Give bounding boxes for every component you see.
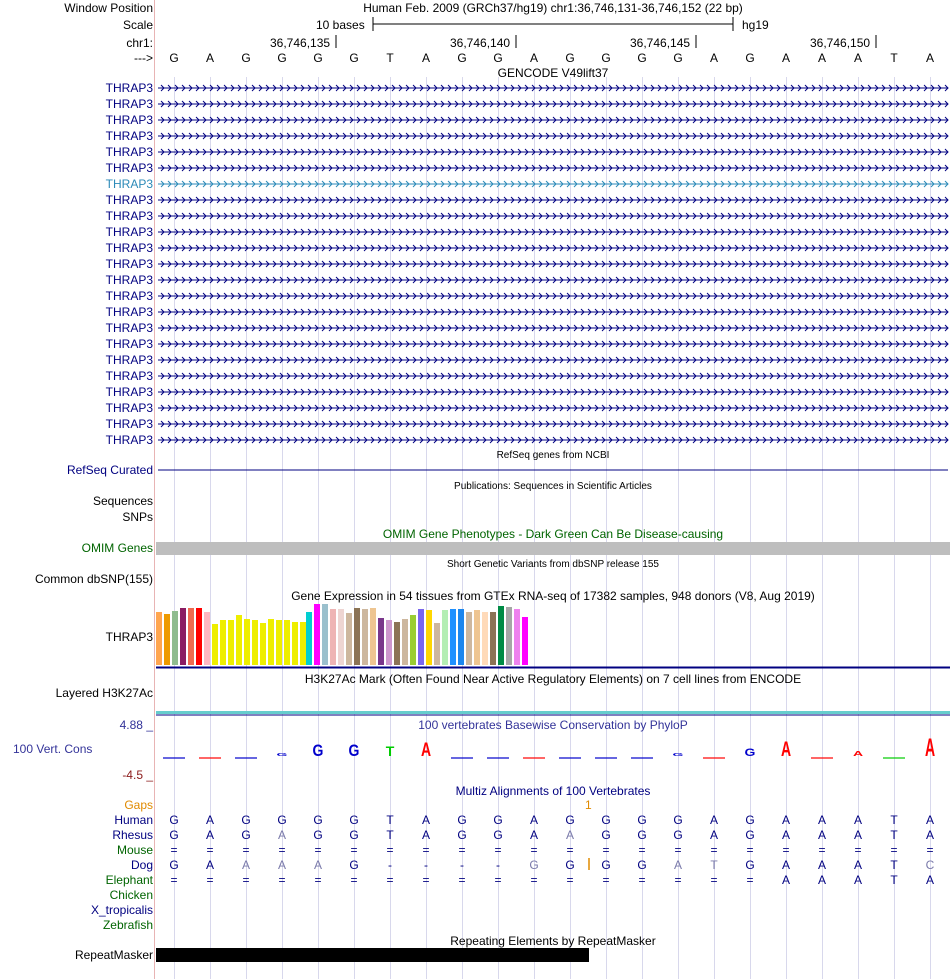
ruler-position-4: 36,746,150 — [810, 36, 871, 50]
gtex-tissue-bar — [220, 620, 226, 665]
aligned-base: G — [565, 858, 575, 872]
gtex-tissue-bar — [188, 608, 194, 665]
species-label[interactable]: Chicken — [109, 888, 153, 902]
aligned-base: T — [890, 828, 898, 842]
sequences-track-label[interactable]: Sequences — [92, 494, 153, 508]
omim-bar — [156, 542, 950, 555]
aligned-base: A — [205, 858, 214, 872]
species-label[interactable]: Zebrafish — [102, 918, 153, 932]
aligned-base: = — [638, 843, 646, 857]
aligned-base: = — [386, 873, 394, 887]
h3k27ac-track-title: H3K27Ac Mark (Often Found Near Active Regulatory Elements) on 7 cell lines from ENCODE — [304, 672, 802, 686]
gtex-tissue-bar — [172, 611, 178, 665]
aligned-base: = — [530, 843, 538, 857]
species-label[interactable]: Mouse — [116, 843, 153, 857]
aligned-base: G — [745, 813, 755, 827]
publications-track-title: Publications: Sequences in Scientific Articles — [454, 481, 652, 492]
ruler-position-2: 36,746,140 — [450, 36, 511, 50]
gaps-label: Gaps — [124, 798, 153, 812]
aligned-base: T — [710, 858, 718, 872]
repeatmasker-element — [156, 948, 589, 962]
aligned-base: = — [386, 843, 394, 857]
gtex-tissue-bar — [386, 620, 392, 665]
aligned-base: A — [853, 813, 862, 827]
aligned-base: A — [421, 828, 430, 842]
phylop-base-letter: G — [312, 741, 324, 761]
gencode-transcript-label[interactable]: THRAP3 — [105, 321, 153, 335]
species-label[interactable]: Dog — [130, 858, 153, 872]
gencode-transcript-label[interactable]: THRAP3 — [105, 241, 153, 255]
gencode-transcript-label[interactable]: THRAP3 — [105, 81, 153, 95]
ruler-position-3: 36,746,145 — [630, 36, 691, 50]
aligned-base: A — [781, 813, 790, 827]
sequence-base: A — [853, 51, 862, 65]
sequence-base: G — [637, 51, 647, 65]
aligned-base: = — [422, 873, 430, 887]
aligned-base: = — [926, 843, 934, 857]
gtex-tissue-bar — [442, 610, 448, 665]
gencode-transcript-label[interactable]: THRAP3 — [105, 401, 153, 415]
aligned-base: = — [170, 843, 178, 857]
gencode-transcript-label[interactable]: THRAP3 — [105, 417, 153, 431]
aligned-base: G — [493, 813, 503, 827]
sequence-base: A — [817, 51, 826, 65]
gtex-gene-label[interactable]: THRAP3 — [105, 630, 153, 644]
aligned-base: = — [890, 843, 898, 857]
aligned-base: G — [493, 828, 503, 842]
sequence-base: A — [529, 51, 538, 65]
aligned-base: G — [313, 828, 323, 842]
aligned-base: A — [205, 813, 214, 827]
gtex-tissue-bar — [228, 620, 234, 665]
aligned-base: = — [710, 873, 718, 887]
gtex-tissue-bar — [354, 608, 360, 665]
aligned-base: = — [566, 843, 574, 857]
gtex-tissue-bar — [506, 607, 512, 665]
window-position-label: Window Position — [64, 1, 153, 15]
phylop-track-title: 100 vertebrates Basewise Conservation by PhyloP — [418, 718, 688, 732]
repeatmasker-track-label[interactable]: RepeatMasker — [74, 948, 153, 962]
aligned-base: = — [170, 873, 178, 887]
species-label[interactable]: Elephant — [105, 873, 153, 887]
sequence-base: G — [313, 51, 323, 65]
sequence-base: T — [386, 51, 394, 65]
gencode-transcript-label[interactable]: THRAP3 — [105, 257, 153, 271]
aligned-base: - — [424, 858, 428, 872]
gtex-track-title: Gene Expression in 54 tissues from GTEx RNA-seq of 17382 samples, 948 donors (V8, Aug 2019) — [291, 589, 815, 603]
gtex-tissue-bar — [244, 619, 250, 665]
aligned-base: = — [350, 873, 358, 887]
aligned-base: G — [457, 828, 467, 842]
h3k27ac-track-label[interactable]: Layered H3K27Ac — [55, 686, 153, 700]
gtex-tissue-bar — [338, 609, 344, 665]
aligned-base: A — [313, 858, 322, 872]
gtex-tissue-bar — [410, 615, 416, 665]
sequence-base: G — [241, 51, 251, 65]
phylop-max-label: 4.88 _ — [119, 718, 153, 732]
phylop-track-label[interactable]: 100 Vert. Cons — [13, 742, 93, 756]
aligned-base: G — [565, 813, 575, 827]
aligned-base: G — [673, 813, 683, 827]
aligned-base: G — [529, 858, 539, 872]
aligned-base: = — [854, 843, 862, 857]
gtex-tissue-bar — [306, 612, 312, 665]
aligned-base: A — [853, 828, 862, 842]
gtex-tissue-bar — [196, 608, 202, 665]
gtex-tissue-bar — [482, 612, 488, 665]
aligned-base: G — [277, 813, 287, 827]
gtex-tissue-bar — [418, 609, 424, 665]
aligned-base: T — [890, 813, 898, 827]
aligned-base: A — [709, 813, 718, 827]
sequence-base: G — [745, 51, 755, 65]
multiz-track-title: Multiz Alignments of 100 Vertebrates — [455, 784, 651, 798]
aligned-base: A — [421, 813, 430, 827]
gtex-tissue-bar — [370, 608, 376, 665]
aligned-base: A — [241, 858, 250, 872]
aligned-base: = — [602, 843, 610, 857]
gtex-tissue-bar — [284, 620, 290, 665]
gap-count-marker: 1 — [585, 798, 592, 812]
gtex-tissue-bar — [156, 612, 162, 665]
phylop-base-letter: G — [744, 746, 756, 759]
gencode-track-title: GENCODE V49lift37 — [497, 66, 609, 80]
phylop-min-label: -4.5 _ — [122, 768, 153, 782]
aligned-base: = — [422, 843, 430, 857]
aligned-base: T — [386, 828, 394, 842]
sequence-base: G — [169, 51, 179, 65]
gtex-tissue-bar — [346, 613, 352, 665]
phylop-base-letter: A — [780, 737, 792, 761]
gtex-tissue-bar — [204, 612, 210, 665]
aligned-base: = — [782, 843, 790, 857]
sequence-base: G — [349, 51, 359, 65]
gencode-transcript-label[interactable]: THRAP3 — [105, 289, 153, 303]
gtex-tissue-bar — [180, 608, 186, 665]
gtex-tissue-bar — [260, 623, 266, 665]
scale-bases: 10 bases — [316, 18, 365, 32]
snps-track-label[interactable]: SNPs — [122, 510, 153, 524]
omim-track-label[interactable]: OMIM Genes — [81, 541, 153, 555]
aligned-base: = — [602, 873, 610, 887]
gtex-tissue-bar — [522, 617, 528, 665]
aligned-base: = — [494, 843, 502, 857]
aligned-base: G — [349, 858, 359, 872]
aligned-base: A — [925, 813, 934, 827]
gtex-tissue-bar — [378, 618, 384, 665]
gtex-tissue-bar — [330, 609, 336, 665]
gencode-transcript-label[interactable]: THRAP3 — [105, 177, 153, 191]
aligned-base: G — [601, 858, 611, 872]
gencode-transcript-label[interactable]: THRAP3 — [105, 193, 153, 207]
gencode-transcript-label[interactable]: THRAP3 — [105, 113, 153, 127]
scale-db: hg19 — [742, 18, 769, 32]
aligned-base: G — [637, 828, 647, 842]
aligned-base: = — [314, 873, 322, 887]
aligned-base: A — [277, 858, 286, 872]
gencode-transcript-label[interactable]: THRAP3 — [105, 97, 153, 111]
aligned-base: G — [169, 858, 179, 872]
aligned-base: - — [496, 858, 500, 872]
gencode-transcript-label[interactable]: THRAP3 — [105, 129, 153, 143]
gencode-transcript-label[interactable]: THRAP3 — [105, 385, 153, 399]
aligned-base: - — [388, 858, 392, 872]
dbsnp-track-label[interactable]: Common dbSNP(155) — [34, 572, 153, 586]
aligned-base: A — [529, 828, 538, 842]
aligned-base: A — [781, 828, 790, 842]
aligned-base: = — [710, 843, 718, 857]
aligned-base: C — [925, 858, 935, 872]
sequence-base: G — [493, 51, 503, 65]
gtex-tissue-bar — [426, 610, 432, 665]
aligned-base: G — [745, 828, 755, 842]
refseq-track-label[interactable]: RefSeq Curated — [66, 463, 153, 477]
window-position-text: Human Feb. 2009 (GRCh37/hg19) chr1:36,746,131-36,746,152 (22 bp) — [363, 1, 743, 15]
sequence-base: A — [709, 51, 718, 65]
phylop-base-letter: G — [276, 752, 288, 758]
aligned-base: A — [817, 828, 826, 842]
left-margin-line — [154, 0, 155, 979]
aligned-base: = — [674, 843, 682, 857]
sequence-base: T — [890, 51, 898, 65]
aligned-base: - — [460, 858, 464, 872]
gtex-tissue-bar — [164, 614, 170, 665]
aligned-base: = — [674, 873, 682, 887]
dbsnp-track-title: Short Genetic Variants from dbSNP release 155 — [447, 559, 659, 570]
gtex-tissue-bar — [362, 609, 368, 665]
gtex-tissue-bar — [322, 604, 328, 665]
aligned-base: G — [349, 813, 359, 827]
aligned-base: = — [746, 873, 754, 887]
aligned-base: G — [313, 813, 323, 827]
aligned-base: G — [241, 828, 251, 842]
aligned-base: = — [242, 873, 250, 887]
sequence-base: A — [781, 51, 790, 65]
gtex-tissue-bar — [300, 622, 306, 665]
aligned-base: T — [890, 858, 898, 872]
aligned-base: A — [853, 873, 862, 887]
aligned-base: G — [745, 858, 755, 872]
gtex-tissue-bar — [450, 609, 456, 665]
phylop-base-letter: G — [672, 752, 684, 758]
gtex-tissue-bar — [314, 604, 320, 665]
gtex-tissue-bar — [394, 622, 400, 665]
aligned-base: T — [386, 813, 394, 827]
aligned-base: T — [890, 873, 898, 887]
aligned-base: = — [746, 843, 754, 857]
aligned-base: G — [241, 813, 251, 827]
gtex-tissue-bar — [490, 612, 496, 665]
ruler-position-1: 36,746,135 — [270, 36, 331, 50]
gtex-tissue-bar — [276, 620, 282, 665]
aligned-base: A — [205, 828, 214, 842]
refseq-track-title: RefSeq genes from NCBI — [496, 450, 610, 461]
gencode-transcript-label[interactable]: THRAP3 — [105, 305, 153, 319]
phylop-base-letter: T — [385, 743, 395, 759]
aligned-base: A — [529, 813, 538, 827]
aligned-base: A — [817, 858, 826, 872]
aligned-base: = — [350, 843, 358, 857]
gencode-transcript-label[interactable]: THRAP3 — [105, 209, 153, 223]
gencode-transcript-label[interactable]: THRAP3 — [105, 161, 153, 175]
phylop-base-letter: A — [924, 734, 936, 763]
aligned-base: = — [638, 873, 646, 887]
aligned-base: A — [781, 858, 790, 872]
gtex-tissue-bar — [212, 624, 218, 665]
aligned-base: A — [277, 828, 286, 842]
species-label[interactable]: Rhesus — [112, 828, 153, 842]
aligned-base: = — [458, 873, 466, 887]
gtex-tissue-bar — [498, 606, 504, 665]
aligned-base: A — [853, 858, 862, 872]
aligned-base: G — [601, 828, 611, 842]
sequence-base: G — [457, 51, 467, 65]
sequence-base: A — [421, 51, 430, 65]
aligned-base: = — [530, 873, 538, 887]
sequence-base: G — [601, 51, 611, 65]
aligned-base: = — [314, 843, 322, 857]
gencode-transcript-label[interactable]: THRAP3 — [105, 369, 153, 383]
aligned-base: A — [925, 873, 934, 887]
aligned-base: G — [601, 813, 611, 827]
aligned-base: G — [637, 813, 647, 827]
gencode-transcript-label[interactable]: THRAP3 — [105, 145, 153, 159]
aligned-base: A — [817, 873, 826, 887]
aligned-base: = — [278, 873, 286, 887]
sequence-base: A — [925, 51, 934, 65]
aligned-base: = — [458, 843, 466, 857]
aligned-base: = — [278, 843, 286, 857]
gtex-tissue-bar — [474, 610, 480, 665]
gencode-transcript-label[interactable]: THRAP3 — [105, 433, 153, 447]
aligned-base: A — [781, 873, 790, 887]
gtex-tissue-bar — [402, 619, 408, 665]
scale-label: Scale — [122, 18, 153, 32]
aligned-base: G — [169, 813, 179, 827]
aligned-base: G — [169, 828, 179, 842]
gtex-tissue-bar — [514, 609, 520, 665]
aligned-base: G — [457, 813, 467, 827]
gencode-transcript-label[interactable]: THRAP3 — [105, 337, 153, 351]
aligned-base: G — [637, 858, 647, 872]
gtex-tissue-bar — [268, 619, 274, 665]
aligned-base: G — [673, 828, 683, 842]
h3k27ac-signal — [156, 711, 950, 714]
gencode-transcript-label[interactable]: THRAP3 — [105, 225, 153, 239]
gtex-tissue-bar — [236, 615, 242, 665]
strand-label: ---> — [134, 51, 153, 65]
sequence-base: G — [277, 51, 287, 65]
aligned-base: A — [817, 813, 826, 827]
gtex-tissue-bar — [434, 623, 440, 665]
aligned-base: A — [925, 828, 934, 842]
chrom-label: chr1: — [126, 36, 153, 50]
phylop-base-letter: A — [420, 738, 432, 761]
gtex-tissue-bar — [292, 622, 298, 665]
phylop-base-letter: G — [348, 741, 360, 761]
aligned-base: = — [566, 873, 574, 887]
gtex-tissue-bar — [458, 609, 464, 665]
omim-track-title: OMIM Gene Phenotypes - Dark Green Can Be Disease-causing — [382, 527, 724, 541]
repeatmasker-track-title: Repeating Elements by RepeatMasker — [450, 934, 656, 948]
aligned-base: G — [349, 828, 359, 842]
sequence-base: G — [673, 51, 683, 65]
aligned-base: = — [242, 843, 250, 857]
gencode-transcript-label[interactable]: THRAP3 — [105, 273, 153, 287]
gencode-transcript-label[interactable]: THRAP3 — [105, 353, 153, 367]
aligned-base: A — [709, 828, 718, 842]
sequence-base: A — [205, 51, 214, 65]
aligned-base: = — [206, 873, 214, 887]
gtex-tissue-bar — [466, 612, 472, 665]
aligned-base: = — [494, 873, 502, 887]
species-label[interactable]: X_tropicalis — [90, 903, 153, 917]
sequence-base: G — [565, 51, 575, 65]
aligned-base: A — [673, 858, 682, 872]
aligned-base: = — [818, 843, 826, 857]
aligned-base: A — [565, 828, 574, 842]
gtex-tissue-bar — [252, 620, 258, 665]
species-label[interactable]: Human — [114, 813, 153, 827]
phylop-base-letter: A — [852, 750, 864, 758]
aligned-base: = — [206, 843, 214, 857]
